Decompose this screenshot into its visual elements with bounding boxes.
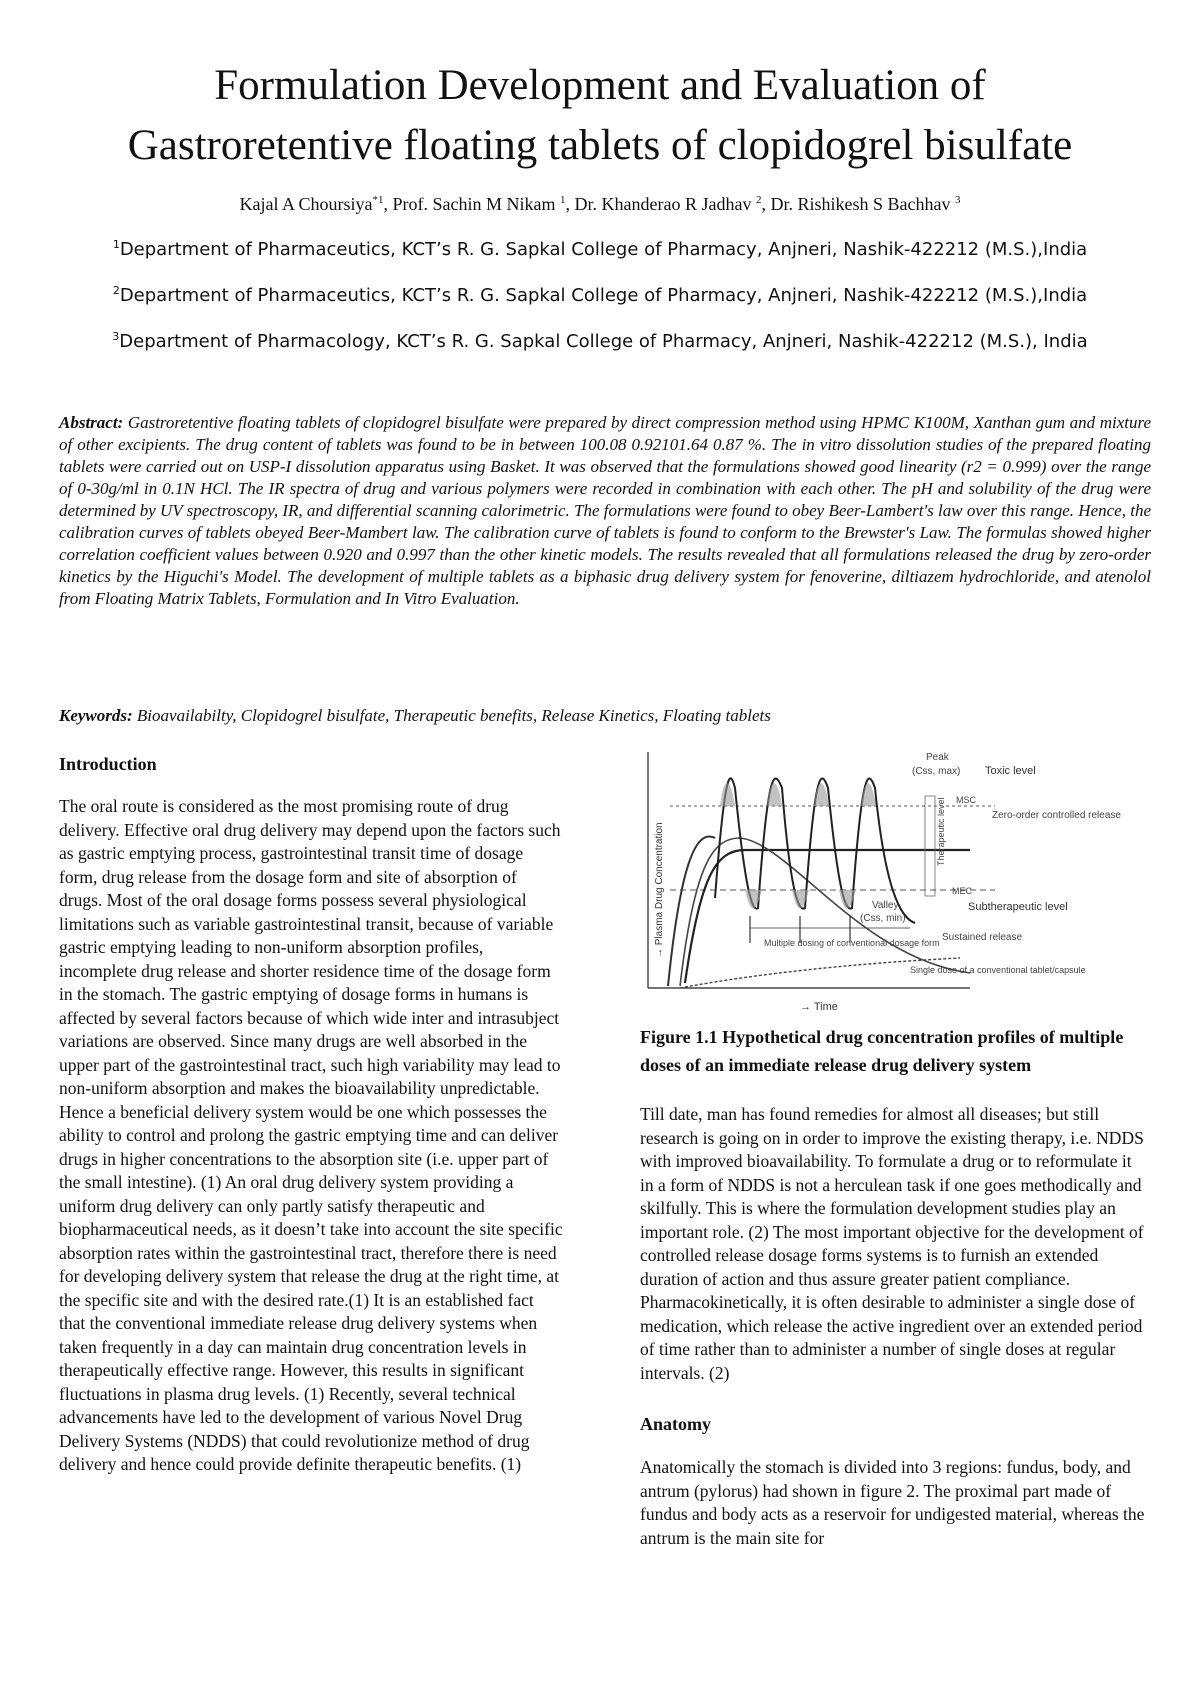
author-affiliation-marker: 2: [755, 194, 762, 206]
abstract-label: Abstract:: [59, 413, 124, 432]
introduction-heading: Introduction: [59, 754, 157, 774]
title-line-2: Gastroretentive floating tablets of clopidogrel bisulfate: [127, 122, 1073, 169]
keywords-label: Keywords:: [59, 706, 133, 725]
author-name: Kajal A Choursiya: [239, 194, 373, 214]
keywords: [59, 706, 1151, 726]
valley-label: Valley: [872, 900, 899, 911]
therapeutic-bracket: [925, 796, 935, 896]
affiliation-2: [40, 284, 1160, 306]
toxic-peak-shade: [720, 783, 735, 806]
affiliation-1: [40, 238, 1160, 260]
single-dose-label: Single dose of a conventional tablet/capsule: [910, 965, 1086, 975]
msc-label: MSC: [956, 795, 976, 805]
affiliation-marker: 3: [112, 330, 120, 343]
affiliation-text: Department of Pharmaceutics, KCT’s R. G. Sapkal College of Pharmacy, Anjneri, Nashik-422212 (M.S.),India: [119, 239, 1088, 260]
affiliation-3: [40, 330, 1160, 352]
author-name: Dr. Rishikesh S Bachhav: [770, 194, 951, 214]
multiple-dosing-label: Multiple dosing of conventional dosage form: [764, 938, 940, 948]
therapeutic-level-label: Therapeutic level: [936, 797, 946, 866]
abstract-text: Gastroretentive floating tablets of clopidogrel bisulfate were prepared by direct compression method using HPMC K100M, Xanthan gum and mixture of other excipients. The drug content of tablets was found to be in between 100.08 0.92101.64 0.87 %. The in vitro dissolution studies of the prepared floating tablets were carried out on USP-I dissolution apparatus using Basket. It was observed that the formulations showed good linearity (r2 = 0.999) over the range of 0-30g/ml in 0.1N HCl. The IR spectra of drug and various polymers were recorded in combination with each other. The pH and solubility of the drug were determined by UV spectroscopy, IR, and differential scanning calorimetric. The formulations were found to obey Beer-Lambert's law over this range. Hence, the calibration curves of tablets obeyed Beer-Mambert law. The calibration curve of tablets is found to conform to the Brewster's Law. The formulas showed higher correlation coefficient values between 0.920 and 0.997 than the other kinetic models. The results revealed that all formulations released the drug by zero-order kinetics by the Higuchi's Model. The development of multiple tablets as a biphasic drug delivery system for fenoverine, diltiazem hydrochloride, and atenolol from Floating Matrix Tablets, Formulation and In Vitro Evaluation.: [59, 413, 1152, 608]
author-affiliation-marker: *1: [372, 194, 384, 206]
zero-order-label: Zero-order controlled release: [992, 810, 1121, 821]
figure-caption: Figure 1.1 Hypothetical drug concentration profiles of multiple doses of an immediate release drug delivery system: [640, 1027, 1124, 1075]
author-affiliation-marker: 3: [954, 194, 961, 206]
peak-sub-label: (Css, max): [912, 766, 961, 777]
author-name: Prof. Sachin M Nikam: [392, 194, 556, 214]
figure-x-axis-label: → Time: [800, 1001, 838, 1013]
title-line-1: Formulation Development and Evaluation of: [214, 62, 986, 109]
keywords-text: Bioavailabilty, Clopidogrel bisulfate, Therapeutic benefits, Release Kinetics, Floating tablets: [136, 706, 771, 725]
affiliation-marker: 2: [112, 284, 120, 297]
anatomy-heading: Anatomy: [640, 1414, 711, 1434]
author-affiliation-marker: 1: [560, 194, 566, 206]
sustained-release-curve: [680, 838, 970, 986]
anatomy-paragraph: Anatomically the stomach is divided into 3 regions: fundus, body, and antrum (pylorus) had shown in figure 2. The proximal part made of fundus and body acts as a reservoir for undigested material, whereas the antrum is the main site for: [640, 1457, 1145, 1548]
toxic-peak-shade: [767, 783, 782, 806]
paper-title: [40, 56, 1160, 176]
affiliation-text: Department of Pharmacology, KCT’s R. G. Sapkal College of Pharmacy, Anjneri, Nashik-422212 (M.S.), India: [119, 331, 1088, 352]
zero-order-curve: [685, 850, 970, 983]
drug-concentration-figure: [640, 748, 1140, 1016]
introduction-paragraph: The oral route is considered as the most promising route of drug delivery. Effective oral drug delivery may depend upon the factors such as gastric emptying process, gastrointestinal transit time of dosage form, drug release from the dosage form and site of absorption of drugs. Most of the oral dosage forms possess several physiological limitations such as variable gastrointestinal transit, because of variable gastric emptying leading to non-uniform absorption profiles, incomplete drug release and shorter residence time of the dosage form in the stomach. The gastric emptying of dosage forms in humans is affected by several factors because of which wide inter and intrasubject variations are observed. Since many drugs are well absorbed in the upper part of the gastrointestinal tract, such high variability may lead to non-uniform absorption and makes the bioavailability unpredictable. Hence a beneficial delivery system would be one which possesses the ability to control and prolong the gastric emptying time and can deliver drugs in higher concentrations to the absorption site (i.e. upper part of the small intestine). (1) An oral drug delivery system providing a uniform drug delivery can only partly satisfy therapeutic and biopharmaceutical needs, as it doesn’t take into account the site specific absorption rates within the gastrointestinal tract, therefore there is need for developing delivery system that release the drug at the right time, at the specific site and with the desired rate.(1) It is an established fact that the conventional immediate release drug delivery systems when taken frequently in a day can maintain drug concentration levels in therapeutically effective range. However, this results in significant fluctuations in plasma drug levels. (1) Recently, several technical advancements have led to the development of various Novel Drug Delivery Systems (NDDS) that could revolutionize method of drug delivery and hence could provide definite therapeutic benefits. (1): [59, 796, 563, 1474]
affiliation-marker: 1: [112, 238, 120, 251]
author-name: Dr. Khanderao R Jadhav: [574, 194, 752, 214]
sustained-release-label: Sustained release: [942, 932, 1023, 943]
abstract: [59, 412, 1151, 610]
subtherapeutic-level-label: Subtherapeutic level: [968, 901, 1068, 913]
valley-sub-label: (Css, min): [860, 913, 906, 924]
figure-y-axis-label: → Plasma Drug Concentration: [654, 822, 665, 958]
affiliation-text: Department of Pharmaceutics, KCT’s R. G. Sapkal College of Pharmacy, Anjneri, Nashik-422212 (M.S.),India: [119, 285, 1088, 306]
right-paragraph-1: Till date, man has found remedies for almost all diseases; but still research is going on in order to improve the existing therapy, i.e. NDDS with improved bioavailability. To formulate a drug or to reformulate it in a form of NDDS is not a herculean task if one goes methodically and skilfully. This is where the formulation development studies play an important role. (2) The most important objective for the development of controlled release dosage forms systems is to furnish an extended duration of action and thus assure greater patient compliance. Pharmacokinetically, it is often desirable to administer a single dose of medication, which release the active ingredient over an extended period of time rather than to administer a number of single doses at regular intervals. (2): [640, 1104, 1144, 1383]
toxic-level-label: Toxic level: [985, 765, 1036, 777]
mec-label: MEC: [952, 886, 972, 896]
author-list: Kajal A Choursiya$^{*1}$, Prof. Sachin M Nikam $^1$, Dr. Khanderao R Jadhav $^2$, Dr. Rishikesh S Bachhav $^3$: [239, 194, 961, 214]
peak-label: Peak: [926, 752, 949, 763]
